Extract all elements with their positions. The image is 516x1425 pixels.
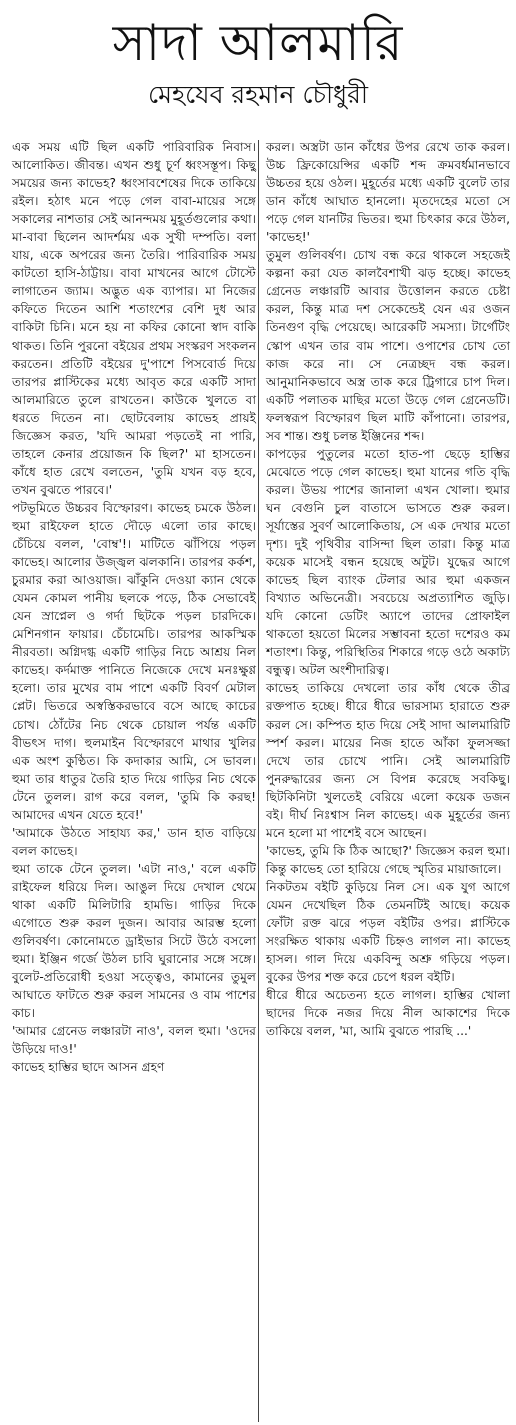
paragraph: কাভেহ তাকিয়ে দেখলো তার কাঁধ থেকে তীব্র রক্তপাত হচ্ছে। ধীরে ধীরে ভারসাম্য হারাতে শুরু করল সে। কম্পিত হাত দিয়ে সেই সাদা আলমারিটি স্পর্শ করল। মায়ের নিজ হাতে আঁকা ফুলসজ্জা দেখে তার চোখে পানি। সেই আলমারিটি পুনরুদ্ধারের জন্য সে বিপন্ন করেছে সবকিছু। ছিটকিনিটা খুলতেই বেরিয়ে এলো কয়েক ডজন বই। দীর্ঘ নিঃশ্বাস নিল কাভেহ। এক মুহূর্তের জন্য মনে হলো মা পাশেই বসে আছেন। (266, 681, 510, 840)
paragraph: কাপড়ের পুতুলের মতো হাত-পা ছেড়ে হাম্ভির মেঝেতে পড়ে গেল কাভেহ। হুমা যানের গতি বৃদ্ধি করল। উভয় পাশের জানালা এখন খোলা। হুমার ঘন বেগুনি চুল বাতাসে ভাসতে শুরু করল। সূর্যাস্তের সুবর্ণ আলোকিতায়, সে এক দেখার মতো দৃশ্য। দুই পৃথিবীর বাসিন্দা ছিল তারা। কিন্তু মাত্র কয়েক মাসেই বন্ধন হয়েছে অটুট। যুদ্ধের আগে কাভেহ ছিল ব্যাংক টেলার আর হুমা একজন বিখ্যাত অভিনেত্রী। সবচেয়ে অপ্রত্যাশিত জুড়ি। যদি কোনো ডেটিং অ্যাপে তাদের প্রোফাইল থাকতো হয়তো মিলের সম্ভাবনা হতো দশেরও কম শতাংশ। কিন্তু, পরিস্থিতির শিকারে গড়ে ওঠে অকাট্য বন্ধুত্ব। অটল অংশীদারিত্ব। (266, 446, 510, 678)
paragraph: পটভূমিতে উচ্চরব বিস্ফোরণ। কাভেহ চমকে উঠল। হুমা রাইফেল হাতে দৌড়ে এলো তার কাছে। চেঁচিয়ে বলল, 'বোম্ব'!। মাটিতে ঝাঁপিয়ে পড়ল কাভেহ। আলোর উজ্জ্বল ঝলকানি। তারপর কর্কশ, চুরমার করা আওয়াজ। ঝাঁকুনি দেওয়া ক্যান থেকে যেমন কোমল পানীয় ছলকে পড়ে, ঠিক সেভাবেই যেন স্রাপ্নেল ও গর্দা ছিটকে পড়ল চারদিকে। মেশিনগান ফায়ার। চেঁচামেচি। তারপর আকস্মিক নীরবতা। অগ্নিদগ্ধ একটি গাড়ির নিচে আশ্রয় নিল কাভেহ। কর্দমাক্ত পানিতে নিজেকে দেখে মনঃক্ষুণ্ণ হলো। তার মুখের বাম পাশে একটি বিবর্ণ মেটাল প্লেট। ভিতরে অস্বস্তিকরভাবে বসে আছে কাচের চোখ। ঠোঁটের নিচ থেকে চোয়াল পর্যন্ত একটি বীভৎস দাগ। হুলমাইন বিস্ফোরণে মাথার খুলির এক অংশ কুণ্ঠিত। কি কদাকার আমি, সে ভাবল। হুমা তার ধাতুর তৈরি হাত দিয়ে গাড়ির নিচ থেকে টেনে তুলল। রাগ করে বলল, 'তুমি কি করছ! আমাদের এখন যেতে হবে!' (12, 500, 256, 822)
paragraph: নিকটতম বইটি কুড়িয়ে নিল সে। এক যুগ আগে যেমন দেখেছিল ঠিক তেমনটিই আছে। কয়েক ফোঁটা রক্ত ঝরে পড়ল বইটির ওপর। প্লাস্টিকে সংরক্ষিত থাকায় একটি চিহ্নও লাগল না। কাভেহ হাসল। গাল দিয়ে একবিন্দু অশ্রু গড়িয়ে পড়ল। বুকের উপর শক্ত করে চেপে ধরল বইটি। (266, 879, 510, 985)
paragraph: 'কাভেহ, তুমি কি ঠিক আছো?' জিজ্ঞেস করল হুমা। কিন্তু কাভেহ তো হারিয়ে গেছে স্মৃতির মায়াজালে। (266, 843, 510, 876)
paragraph: ধীরে ধীরে অচেতন্য হতে লাগল। হাম্ভির খোলা ছাদের দিকে নজর দিয়ে নীল আকাশের দিকে তাকিয়ে বলল, 'মা, আমি বুঝতে পারছি ...' (266, 988, 510, 1039)
article-column-left (12, 138, 256, 1076)
paragraph: কাভেহ হাম্ভির ছাদে আসন গ্রহণ (12, 1060, 165, 1075)
paragraph: এক সময় এটি ছিল একটি পারিবারিক নিবাস। আলোকিত। জীবন্ত। এখন শুধু চূর্ণ ধ্বংসস্তূপ। কিছু সময়ের জন্য কাভেহ? ধ্বংসাবশেষের দিকে তাকিয়ে রইল। হঠাৎ মনে পড়ে গেল বাবা-মায়ের সঙ্গে সকালের নাশতার সেই আনন্দময় মুহূর্তগুলোর কথা। মা-বাবা ছিলেন আদর্শময় এক সুখী দম্পতি। বলা যায়, একে অপরের জন্য তৈরি। পারিবারিক সময় কাটতো হাসি-ঠাট্টায়। বাবা মাখনের আগে টোস্টে লাগাতেন জ্যাম। অদ্ভুত এক ব্যাপার। মা নিজের কফিতে দিতেন আশি শতাংশের বেশি দুধ আর বাকিটা চিনি। মনে হয় না কফির কোনো স্বাদ বাকি থাকত। তিনি পুরনো বইয়ের প্রথম সংস্করণ সংকলন করতেন। প্রতিটি বইয়ের দু'পাশে পিসবোর্ড দিয়ে তারপর প্লাস্টিকের মধ্যে আবৃত করে একটি সাদা আলমারিতে তুলে রাখতেন। কাউকে খুলতে বা ধরতে দিতেন না। ছোটবেলায় কাভেহ প্রায়ই জিজ্ঞেস করত, 'যদি আমরা পড়তেই না পারি, তাহলে কেনার প্রয়োজন কি ছিল?' মা হাসতেন। কাঁধে হাত রেখে বলতেন, 'তুমি যখন বড় হবে, তখন বুঝতে পারবে।' (12, 140, 256, 497)
article-author: মেহযেব রহমান চৌধুরী (147, 80, 369, 109)
paragraph: তুমুল গুলিবর্ষণ। চোখ বন্ধ করে থাকলে সহজেই কল্পনা করা যেত কালবৈশাখী ঝড় হচ্ছে। কাভেহ গ্রেনেড লঞ্চারটি আবার উত্তোলন করতে চেষ্টা করল, কিন্তু মাত্র দশ সেকেন্ডেই যেন এর ওজন তিনগুণ বৃদ্ধি পেয়েছে। আরেকটি সমস্যা। টার্গেটিং স্কোপ এখন তার বাম পাশে। ওপাশের চোখ তো কাজ করে না। সে নেত্রচ্ছদ বন্ধ করল। আনুমানিকভাবে অস্ত্র তাক করে ট্রিগারে চাপ দিল। একটি পলাতক মাছির মতো উড়ে গেল গ্রেনেডটি। ফলস্বরূপ বিস্ফোরণ ছিল মাটি কাঁপানো। তারপর, সব শান্ত। শুধু চলন্ত ইঞ্জিনের শব্দ। (266, 248, 510, 443)
paragraph: 'আমার গ্রেনেড লঞ্চারটা নাও', বলল হুমা। 'ওদের উড়িয়ে দাও!' (12, 1024, 256, 1057)
paragraph: করল। অস্ত্রটা ডান কাঁধের উপর রেখে তাক করল। উচ্চ ফ্রিকোয়েন্সির একটি শব্দ ক্রমবর্ধমানভাবে উচ্চতর হয়ে ওঠল। মুহূর্তের মধ্যে একটি বুলেট তার ডান কাঁধে আঘাত হানলো। মৃতদেহের মতো সে পড়ে গেল যানটির ভিতর। হুমা চিৎকার করে উঠল, 'কাভেহ!' (266, 140, 510, 245)
paragraph: 'আমাকে উঠতে সাহায্য কর,' ডান হাত বাড়িয়ে বলল কাভেহ। (12, 825, 256, 858)
paragraph: হুমা তাকে টেনে তুলল। 'এটা নাও,' বলে একটি রাইফেল ধরিয়ে দিল। আঙুল দিয়ে দেখাল থেমে থাকা একটি মিলিটারি হামভি। গাড়ির দিকে এগোতে শুরু করল দুজন। আবার আরম্ভ হলো গুলিবর্ষণ। কোনোমতে ড্রাইভার সিটে উঠে বসলো হুমা। ইঞ্জিন গর্জে উঠল চাবি ঘুরানোর সঙ্গে সঙ্গে। বুলেট-প্রতিরোধী হওয়া সত্ত্বেও, কামানের তুমুল আঘাতে ফাটতে শুরু করল সামনের ও বাম পাশের কাচ। (12, 861, 256, 1021)
article-title: সাদা আলমারি (112, 14, 404, 72)
article-column-right (266, 138, 510, 1040)
column-divider (258, 140, 259, 1422)
